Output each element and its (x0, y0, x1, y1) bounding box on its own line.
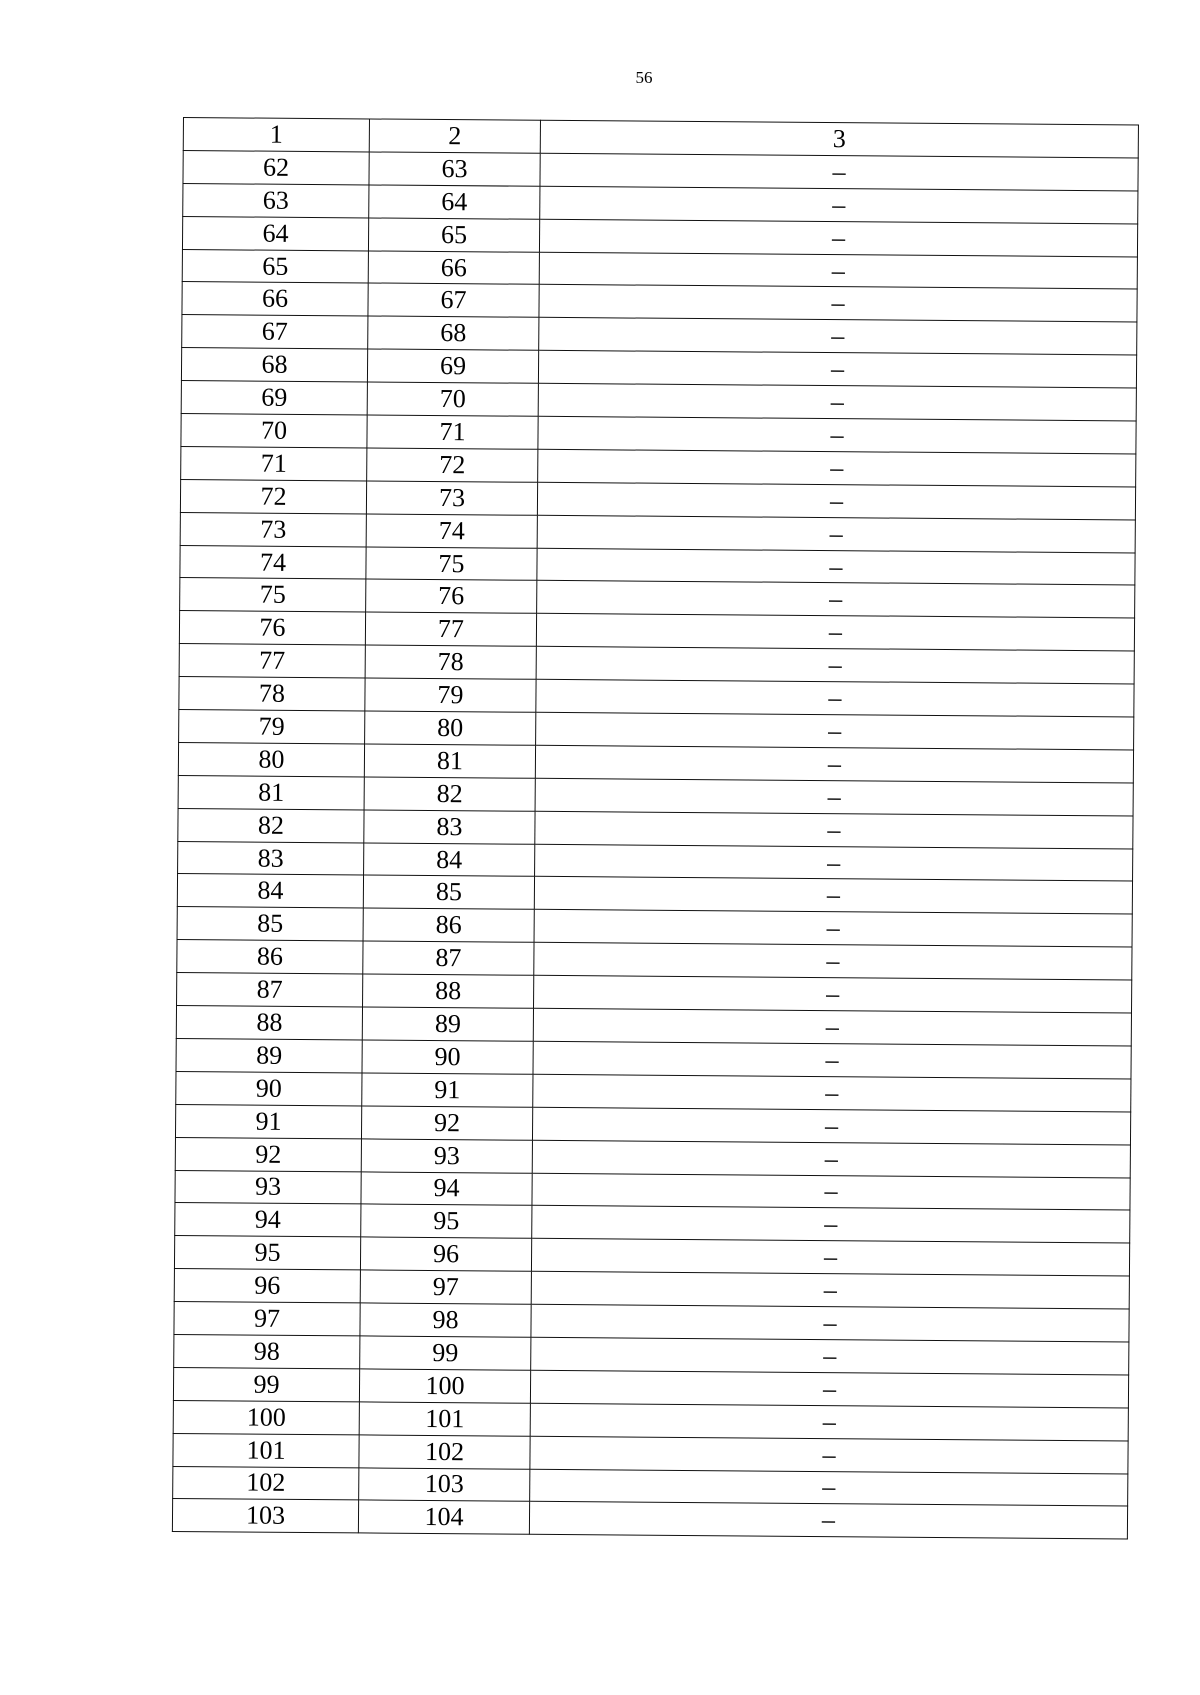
table-cell: 80 (178, 742, 364, 776)
table-cell: 101 (359, 1402, 530, 1436)
table-cell: 79 (179, 710, 365, 744)
table-cell: 75 (180, 578, 366, 612)
table-row (172, 1499, 1127, 1539)
table-cell: 87 (363, 941, 534, 975)
table-cell: 103 (359, 1467, 530, 1501)
table-cell: – (539, 318, 1137, 356)
column-header: 3 (540, 120, 1138, 158)
table-cell: 94 (361, 1171, 532, 1205)
table-cell: 99 (360, 1336, 531, 1370)
table-cell: 87 (177, 973, 363, 1007)
table-cell: 83 (364, 810, 535, 844)
table-cell: 64 (182, 216, 368, 250)
table-cell: 73 (366, 481, 537, 515)
table-cell: 71 (181, 446, 367, 480)
table-cell: 75 (366, 547, 537, 581)
table-cell: – (534, 877, 1132, 915)
table-cell: 74 (180, 545, 366, 579)
table-cell: 92 (175, 1137, 361, 1171)
table-cell: 73 (180, 512, 366, 546)
table-cell: 78 (179, 677, 365, 711)
table-cell: 96 (174, 1269, 360, 1303)
table-cell: – (538, 383, 1136, 421)
table-cell: 67 (368, 283, 539, 317)
table-cell: – (535, 778, 1133, 816)
table-cell: – (530, 1436, 1128, 1474)
table-cell: – (538, 416, 1136, 454)
table-cell: 77 (179, 644, 365, 678)
table-cell: 67 (182, 315, 368, 349)
table-cell: 97 (360, 1270, 531, 1304)
table-cell: 95 (174, 1236, 360, 1270)
table-cell: 104 (358, 1500, 529, 1534)
table-cell: 93 (175, 1170, 361, 1204)
table-cell: 72 (367, 448, 538, 482)
table-cell: – (533, 1008, 1131, 1046)
table-cell: – (536, 679, 1134, 717)
table-cell: – (531, 1337, 1129, 1375)
table-cell: 85 (177, 907, 363, 941)
table-cell: 70 (367, 382, 538, 416)
table-cell: – (530, 1370, 1128, 1408)
table-cell: 86 (363, 908, 534, 942)
table-body (172, 150, 1138, 1539)
table-cell: 65 (368, 218, 539, 252)
table-cell: 102 (173, 1466, 359, 1500)
table-cell: – (534, 943, 1132, 981)
table-cell: – (537, 548, 1135, 586)
table-cell: – (539, 285, 1137, 323)
table-cell: 84 (364, 843, 535, 877)
table-cell: – (535, 844, 1133, 882)
table-cell: 66 (182, 282, 368, 316)
table-cell: 82 (178, 808, 364, 842)
table-cell: 70 (181, 414, 367, 448)
table-cell: 101 (173, 1433, 359, 1467)
table-cell: 66 (368, 251, 539, 285)
table-cell: 89 (176, 1038, 362, 1072)
table-cell: 85 (363, 875, 534, 909)
table-cell: 88 (176, 1006, 362, 1040)
table-cell: 69 (367, 349, 538, 383)
table-cell: 69 (181, 381, 367, 415)
table-cell: 92 (361, 1106, 532, 1140)
table-cell: – (532, 1140, 1130, 1178)
table-cell: 79 (365, 678, 536, 712)
table-cell: – (536, 712, 1134, 750)
table-cell: – (537, 515, 1135, 553)
table-cell: 63 (183, 183, 369, 217)
table-cell: – (534, 975, 1132, 1013)
table-cell: 102 (359, 1435, 530, 1469)
table-cell: 94 (175, 1203, 361, 1237)
table-cell: 90 (176, 1071, 362, 1105)
table-cell: – (535, 745, 1133, 783)
table-cell: – (540, 153, 1138, 191)
table-cell: 95 (361, 1204, 532, 1238)
table-cell: – (529, 1502, 1127, 1540)
table-cell: 99 (173, 1367, 359, 1401)
table-cell: 81 (178, 775, 364, 809)
table-cell: 68 (368, 316, 539, 350)
table-cell: 90 (362, 1040, 533, 1074)
table-cell: – (537, 581, 1135, 619)
table-cell: 65 (182, 249, 368, 283)
table-cell: 63 (369, 152, 540, 186)
table-cell: 72 (180, 479, 366, 513)
column-header: 1 (183, 118, 369, 152)
table-cell: 98 (360, 1303, 531, 1337)
table-cell: 76 (366, 579, 537, 613)
table-cell: 100 (173, 1400, 359, 1434)
table-cell: – (533, 1074, 1131, 1112)
page-number: 56 (635, 68, 653, 87)
table-cell: – (535, 811, 1133, 849)
table-cell: 98 (174, 1334, 360, 1368)
table-cell: 86 (177, 940, 363, 974)
table-cell: – (538, 351, 1136, 389)
table-cell: 91 (362, 1073, 533, 1107)
table-cell: 80 (365, 711, 536, 745)
table-cell: 62 (183, 150, 369, 184)
table-cell: – (532, 1173, 1130, 1211)
table-cell: 89 (362, 1007, 533, 1041)
table-cell: – (534, 910, 1132, 948)
table-cell: 93 (361, 1139, 532, 1173)
table-cell: – (531, 1271, 1129, 1309)
table-cell: – (536, 647, 1134, 685)
table-cell: – (539, 252, 1137, 290)
table-cell: – (540, 186, 1138, 224)
table-cell: 96 (360, 1237, 531, 1271)
table-cell: – (530, 1403, 1128, 1441)
data-table (172, 117, 1139, 1540)
table-cell: – (531, 1304, 1129, 1342)
table-cell: 82 (364, 777, 535, 811)
table-cell: – (539, 219, 1137, 257)
table-cell: 71 (367, 415, 538, 449)
table-cell: 76 (179, 611, 365, 645)
table-cell: 64 (369, 185, 540, 219)
table-cell: – (530, 1469, 1128, 1507)
table-cell: 77 (365, 612, 536, 646)
column-header: 2 (369, 119, 540, 153)
table-cell: – (532, 1206, 1130, 1244)
table-cell: 78 (365, 645, 536, 679)
table-cell: 103 (172, 1499, 358, 1533)
table-cell: – (532, 1107, 1130, 1145)
table-cell: 97 (174, 1302, 360, 1336)
table-cell: – (533, 1041, 1131, 1079)
table-cell: 88 (363, 974, 534, 1008)
table-cell: 100 (359, 1369, 530, 1403)
table-cell: – (536, 614, 1134, 652)
table-cell: 84 (177, 874, 363, 908)
table-cell: – (537, 482, 1135, 520)
table-cell: 91 (175, 1104, 361, 1138)
table-cell: 83 (178, 841, 364, 875)
table-cell: – (538, 449, 1136, 487)
table-cell: 68 (181, 348, 367, 382)
table-cell: 81 (364, 744, 535, 778)
table-cell: – (531, 1239, 1129, 1277)
table-cell: 74 (366, 514, 537, 548)
